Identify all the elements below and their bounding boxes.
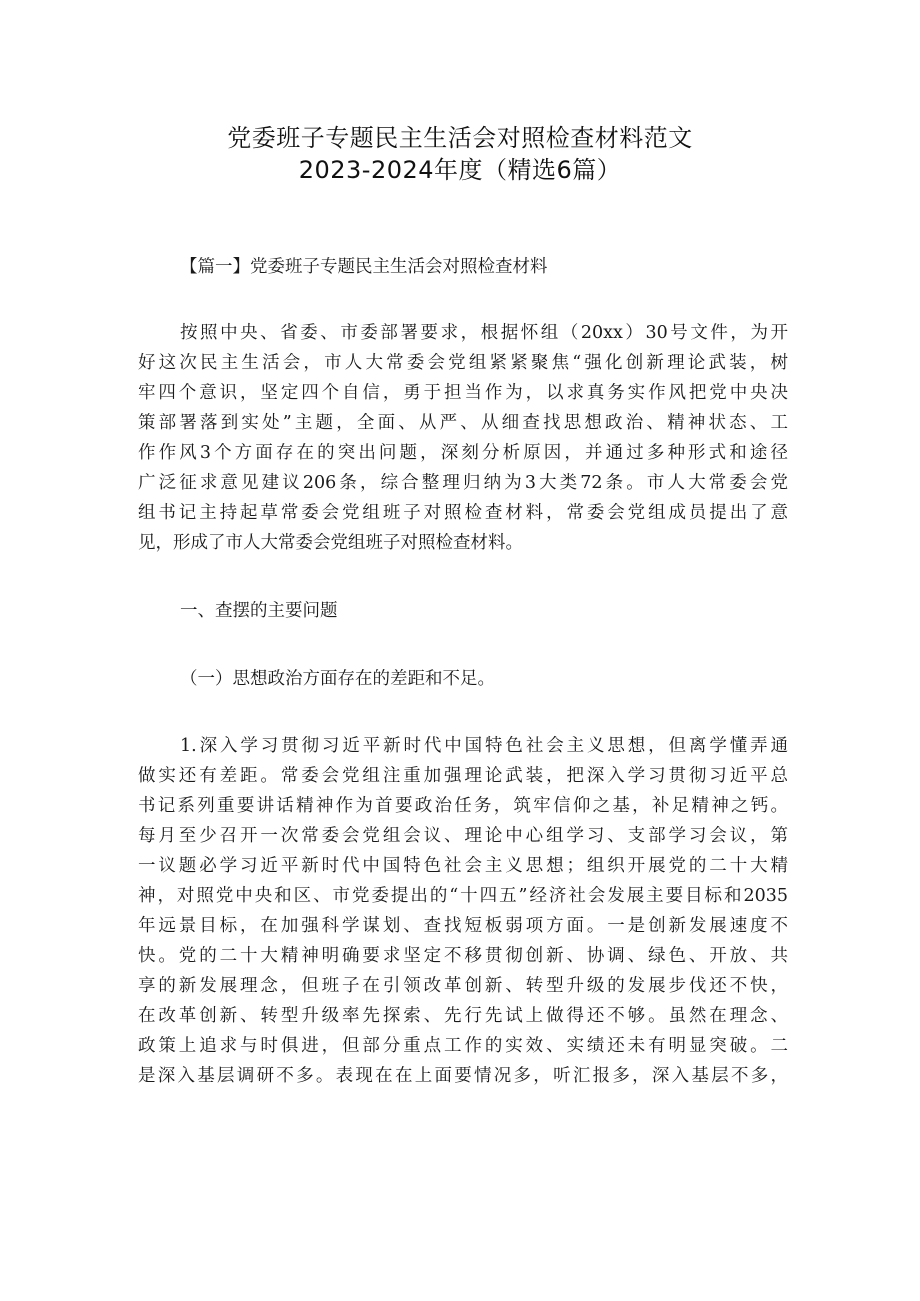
- paragraph-line: 按照中央、省委、市委部署要求，根据怀组（20xx）30号文件，为开: [180, 323, 788, 343]
- paragraph-line: 书记系列重要讲话精神作为首要政治任务，筑牢信仰之基，补足精神之钙。: [138, 796, 788, 816]
- paragraph-line: 做实还有差距。常委会党组注重加强理论武装，把深入学习贯彻习近平总: [138, 766, 788, 786]
- paragraph-line: 组书记主持起草常委会党组班子对照检查材料，常委会党组成员提出了意: [138, 503, 788, 523]
- section-label: 【篇一】党委班子专题民主生活会对照检查材料: [180, 257, 548, 277]
- paragraph-line: 年远景目标，在加强科学谋划、查找短板弱项方面。一是创新发展速度不: [138, 916, 788, 936]
- paragraph-line: 好这次民主生活会，市人大常委会党组紧紧聚焦“强化创新理论武装，树: [138, 353, 788, 373]
- paragraph-line: 1.深入学习贯彻习近平新时代中国特色社会主义思想，但离学懂弄通: [180, 736, 788, 756]
- paragraph-line: 一议题必学习近平新时代中国特色社会主义思想；组织开展党的二十大精: [138, 856, 788, 876]
- subsection-heading: （一）思想政治方面存在的差距和不足。: [180, 669, 495, 689]
- paragraph-line: 广泛征求意见建议206条，综合整理归纳为3大类72条。市人大常委会党: [138, 473, 788, 493]
- paragraph-line: 是深入基层调研不多。表现在在上面要情况多，听汇报多，深入基层不多，: [138, 1066, 788, 1086]
- paragraph-line: 牢四个意识，坚定四个自信，勇于担当作为，以求真务实作风把党中央决: [138, 383, 788, 403]
- paragraph-line: 每月至少召开一次常委会党组会议、理论中心组学习、支部学习会议，第: [138, 826, 788, 846]
- paragraph-line: 在改革创新、转型升级率先探索、先行先试上做得还不够。虽然在理念、: [138, 1006, 788, 1026]
- paragraph-line: 享的新发展理念，但班子在引领改革创新、转型升级的发展步伐还不快，: [138, 976, 788, 996]
- paragraph-line: 作作风3个方面存在的突出问题，深刻分析原因，并通过多种形式和途径: [138, 443, 788, 463]
- paragraph-line: 神，对照党中央和区、市党委提出的“十四五”经济社会发展主要目标和2035: [138, 886, 788, 906]
- paragraph-line: 见，形成了市人大常委会党组班子对照检查材料。: [138, 533, 523, 553]
- document-title: 党委班子专题民主生活会对照检查材料范文: [227, 124, 693, 152]
- paragraph-line: 政策上追求与时俱进，但部分重点工作的实效、实绩还未有明显突破。二: [138, 1036, 788, 1056]
- paragraph-line: 快。党的二十大精神明确要求坚定不移贯彻创新、协调、绿色、开放、共: [138, 946, 788, 966]
- section-heading: 一、查摆的主要问题: [180, 601, 338, 621]
- document-subtitle: 2023-2024年度（精选6篇）: [298, 156, 622, 184]
- paragraph-line: 策部署落到实处”主题，全面、从严、从细查找思想政治、精神状态、工: [138, 413, 788, 433]
